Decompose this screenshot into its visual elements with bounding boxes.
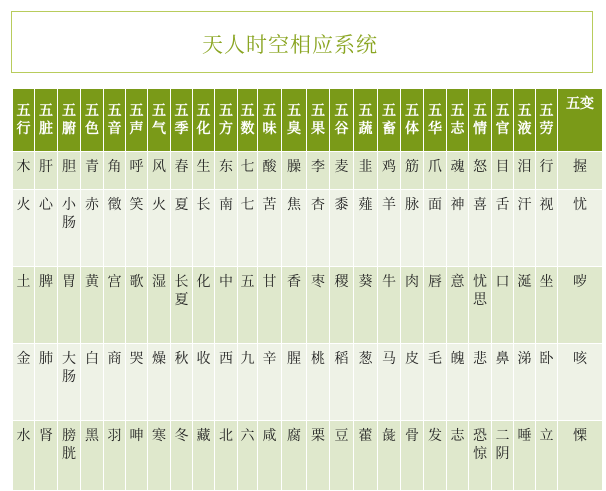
table-cell: 肝 [35, 152, 58, 190]
table-cell: 膀胱 [58, 421, 81, 491]
page-title: 天人时空相应系统 [202, 33, 378, 57]
table-cell: 脾 [35, 267, 58, 344]
table-cell: 马 [378, 344, 401, 421]
table-cell: 小肠 [58, 190, 81, 267]
column-header: 五色 [81, 89, 104, 152]
table-cell: 黑 [81, 421, 104, 491]
table-cell: 火 [13, 190, 35, 267]
column-header: 五行 [13, 89, 35, 152]
table-cell: 金 [13, 344, 35, 421]
table-cell: 立 [536, 421, 558, 491]
table-cell: 毛 [424, 344, 447, 421]
table-cell: 栗 [307, 421, 330, 491]
table-cell: 藏 [193, 421, 215, 491]
table-cell: 葵 [354, 267, 378, 344]
table-cell: 稷 [330, 267, 354, 344]
table-cell: 桃 [307, 344, 330, 421]
table-cell: 握 [558, 152, 603, 190]
table-cell: 七 [238, 152, 258, 190]
table-cell: 咳 [558, 344, 603, 421]
column-header: 五数 [238, 89, 258, 152]
column-header: 五音 [104, 89, 126, 152]
table-cell: 杏 [307, 190, 330, 267]
column-header: 五脏 [35, 89, 58, 152]
column-header: 五腑 [58, 89, 81, 152]
correspondence-table [12, 88, 603, 491]
table-cell: 葱 [354, 344, 378, 421]
table-cell: 冬 [171, 421, 193, 491]
column-header: 五变 [558, 89, 603, 152]
table-cell: 稻 [330, 344, 354, 421]
table-cell: 青 [81, 152, 104, 190]
table-cell: 唇 [424, 267, 447, 344]
table-cell: 脉 [401, 190, 424, 267]
table-cell: 咸 [258, 421, 282, 491]
table-cell: 笑 [126, 190, 148, 267]
table-cell: 心 [35, 190, 58, 267]
table-header-row [13, 89, 603, 152]
table-cell: 慄 [558, 421, 603, 491]
table-cell: 化 [193, 267, 215, 344]
table-cell: 土 [13, 267, 35, 344]
table-cell: 木 [13, 152, 35, 190]
table-cell: 面 [424, 190, 447, 267]
table-cell: 角 [104, 152, 126, 190]
table-row [13, 267, 603, 344]
table-cell: 苦 [258, 190, 282, 267]
table-cell: 长夏 [171, 267, 193, 344]
table-cell: 生 [193, 152, 215, 190]
column-header: 五体 [401, 89, 424, 152]
table-cell: 藿 [354, 421, 378, 491]
column-header: 五化 [193, 89, 215, 152]
table-cell: 筋 [401, 152, 424, 190]
table-cell: 燥 [148, 344, 171, 421]
table-cell: 黄 [81, 267, 104, 344]
table-cell: 鼻 [492, 344, 514, 421]
column-header: 五臭 [282, 89, 307, 152]
table-cell: 五 [238, 267, 258, 344]
table-cell: 胃 [58, 267, 81, 344]
table-cell: 秋 [171, 344, 193, 421]
table-cell: 口 [492, 267, 514, 344]
table-cell: 腥 [282, 344, 307, 421]
table-cell: 泪 [514, 152, 536, 190]
table-cell: 神 [447, 190, 469, 267]
table-cell: 魂 [447, 152, 469, 190]
table-cell: 豆 [330, 421, 354, 491]
table-cell: 春 [171, 152, 193, 190]
table-cell: 南 [215, 190, 238, 267]
table-cell: 彘 [378, 421, 401, 491]
table-cell: 寒 [148, 421, 171, 491]
table-cell: 羊 [378, 190, 401, 267]
column-header: 五气 [148, 89, 171, 152]
table-cell: 志 [447, 421, 469, 491]
table-row [13, 421, 603, 491]
table-cell: 焦 [282, 190, 307, 267]
table-cell: 商 [104, 344, 126, 421]
column-header: 五液 [514, 89, 536, 152]
table-cell: 赤 [81, 190, 104, 267]
table-cell: 忧思 [469, 267, 492, 344]
column-header: 五畜 [378, 89, 401, 152]
table-row [13, 344, 603, 421]
table-cell: 甘 [258, 267, 282, 344]
table-cell: 香 [282, 267, 307, 344]
table-cell: 大肠 [58, 344, 81, 421]
column-header: 五劳 [536, 89, 558, 152]
table-row [13, 190, 603, 267]
table-cell: 坐 [536, 267, 558, 344]
table-cell: 胆 [58, 152, 81, 190]
table-cell: 羽 [104, 421, 126, 491]
table-cell: 视 [536, 190, 558, 267]
table-cell: 二阴 [492, 421, 514, 491]
table-cell: 黍 [330, 190, 354, 267]
table-cell: 歌 [126, 267, 148, 344]
table-cell: 骨 [401, 421, 424, 491]
column-header: 五声 [126, 89, 148, 152]
table-cell: 湿 [148, 267, 171, 344]
table-cell: 发 [424, 421, 447, 491]
column-header: 五果 [307, 89, 330, 152]
table-cell: 哭 [126, 344, 148, 421]
table-cell: 七 [238, 190, 258, 267]
title-box [11, 11, 593, 73]
table-cell: 爪 [424, 152, 447, 190]
table-cell: 薤 [354, 190, 378, 267]
table-cell: 卧 [536, 344, 558, 421]
table-cell: 风 [148, 152, 171, 190]
table-cell: 意 [447, 267, 469, 344]
table-cell: 怒 [469, 152, 492, 190]
table-cell: 火 [148, 190, 171, 267]
table-cell: 忧 [558, 190, 603, 267]
table-cell: 东 [215, 152, 238, 190]
table-row [13, 152, 603, 190]
table-cell: 喜 [469, 190, 492, 267]
table-cell: 悲 [469, 344, 492, 421]
table-cell: 牛 [378, 267, 401, 344]
table-cell: 舌 [492, 190, 514, 267]
table-cell: 六 [238, 421, 258, 491]
table-cell: 涎 [514, 267, 536, 344]
column-header: 五方 [215, 89, 238, 152]
table-cell: 白 [81, 344, 104, 421]
table-cell: 辛 [258, 344, 282, 421]
column-header: 五情 [469, 89, 492, 152]
column-header: 五官 [492, 89, 514, 152]
table-cell: 水 [13, 421, 35, 491]
table-cell: 韭 [354, 152, 378, 190]
table-cell: 李 [307, 152, 330, 190]
table-cell: 行 [536, 152, 558, 190]
table-cell: 枣 [307, 267, 330, 344]
table-cell: 涕 [514, 344, 536, 421]
table-cell: 长 [193, 190, 215, 267]
column-header: 五季 [171, 89, 193, 152]
table-cell: 肺 [35, 344, 58, 421]
table-cell: 唾 [514, 421, 536, 491]
table-cell: 魄 [447, 344, 469, 421]
table-cell: 麦 [330, 152, 354, 190]
table-cell: 肉 [401, 267, 424, 344]
table-cell: 汗 [514, 190, 536, 267]
table-cell: 宫 [104, 267, 126, 344]
column-header: 五华 [424, 89, 447, 152]
table-cell: 皮 [401, 344, 424, 421]
table-cell: 收 [193, 344, 215, 421]
table-cell: 腐 [282, 421, 307, 491]
table-cell: 恐惊 [469, 421, 492, 491]
table-cell: 肾 [35, 421, 58, 491]
table-cell: 夏 [171, 190, 193, 267]
table-cell: 九 [238, 344, 258, 421]
column-header: 五蔬 [354, 89, 378, 152]
table-cell: 鸡 [378, 152, 401, 190]
table-cell: 西 [215, 344, 238, 421]
column-header: 五味 [258, 89, 282, 152]
column-header: 五谷 [330, 89, 354, 152]
table-cell: 酸 [258, 152, 282, 190]
table-cell: 呻 [126, 421, 148, 491]
table-cell: 哕 [558, 267, 603, 344]
table-cell: 目 [492, 152, 514, 190]
table-cell: 呼 [126, 152, 148, 190]
table-cell: 臊 [282, 152, 307, 190]
column-header: 五志 [447, 89, 469, 152]
table-cell: 北 [215, 421, 238, 491]
table-cell: 中 [215, 267, 238, 344]
table-cell: 徵 [104, 190, 126, 267]
